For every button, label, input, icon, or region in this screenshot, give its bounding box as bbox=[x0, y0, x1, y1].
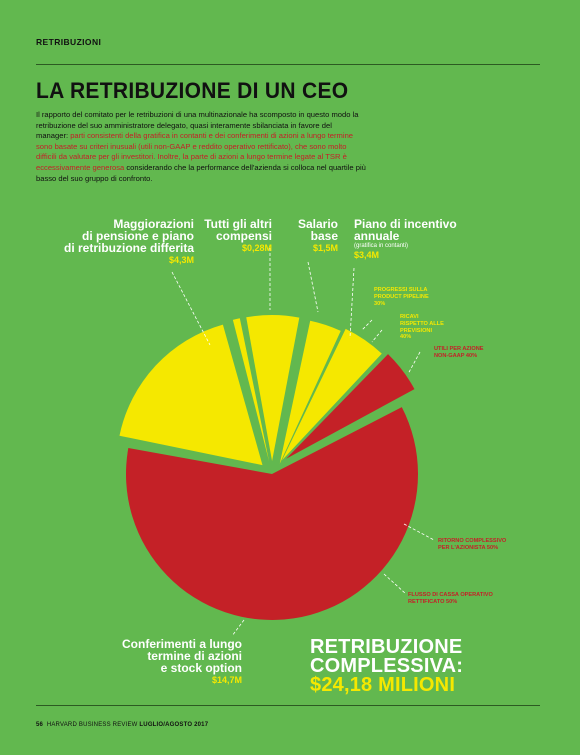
small-label-revenue-line2: RISPETTO ALLE bbox=[400, 320, 444, 327]
intro-text-red: parti consistenti della gratifica in contanti e dei conferimenti di azioni a lungo termine sono basate su criteri inusuali (utili non-GAAP e reddito operativo rettificato), che sono molto difficili da valutare per gli investitori. Inoltre, la parte di azioni a lungo termine legate al TSR è eccessivamente generosa bbox=[36, 131, 354, 172]
small-label-tsr bbox=[438, 538, 506, 552]
label-incentive-sub: (gratifica in contanti) bbox=[354, 243, 409, 249]
leader-eps bbox=[408, 352, 420, 374]
small-label-revenue-line3: PREVISIONI bbox=[400, 327, 433, 334]
leader-cashflow bbox=[384, 574, 406, 594]
label-salary-line1: Salario bbox=[297, 217, 338, 231]
footer-issue: LUGLIO/AGOSTO 2017 bbox=[139, 722, 209, 728]
label-pension bbox=[44, 218, 194, 265]
label-other-line2: compensi bbox=[215, 229, 272, 243]
label-longterm bbox=[90, 638, 242, 685]
small-label-pipeline-line1: PROGRESSI SULLA bbox=[374, 287, 428, 293]
leader-pipeline bbox=[362, 320, 372, 330]
label-pension-line3: di retribuzione differita bbox=[63, 241, 194, 255]
small-label-eps-line1: UTILI PER AZIONE bbox=[434, 346, 484, 352]
leader-salary bbox=[308, 262, 318, 312]
small-label-cashflow-line1: FLUSSO DI CASSA OPERATIVO bbox=[408, 592, 493, 598]
small-label-pipeline-line3: 30% bbox=[374, 300, 386, 307]
small-label-revenue-line4: 40% bbox=[400, 334, 412, 341]
footer-page-number: 56 bbox=[36, 722, 44, 728]
page-footer bbox=[36, 722, 208, 728]
label-other-value: $0,28M bbox=[241, 243, 272, 253]
label-longterm-value: $14,7M bbox=[211, 675, 242, 685]
label-incentive-line2: annuale bbox=[354, 229, 400, 243]
bottom-rule bbox=[36, 705, 540, 706]
label-salary-line2: base bbox=[310, 229, 338, 243]
small-label-cashflow bbox=[408, 592, 493, 606]
small-label-revenue bbox=[400, 314, 444, 341]
total-value: $24,18 MILIONI bbox=[310, 674, 456, 696]
section-label: RETRIBUZIONI bbox=[36, 37, 102, 47]
label-longterm-line3: e stock option bbox=[160, 661, 242, 675]
small-label-tsr-line2: PER L'AZIONISTA 50% bbox=[438, 544, 499, 551]
leader-longterm bbox=[232, 620, 244, 636]
label-incentive-line1: Piano di incentivo bbox=[354, 217, 457, 231]
intro-text-black: Il rapporto del comitato per le retribuzioni di una multinazionale ha scomposto in questo modo la retribuzione del suo amministratore delegato, quasi interamente sbilanciata in favore del manager: bbox=[36, 110, 359, 141]
label-longterm-line2: termine di azioni bbox=[147, 649, 242, 663]
label-pension-value: $4,3M bbox=[168, 255, 194, 265]
pie-slices bbox=[119, 315, 418, 620]
small-label-eps bbox=[434, 346, 484, 360]
small-label-pipeline bbox=[374, 287, 429, 307]
page-title: LA RETRIBUZIONE DI UN CEO bbox=[36, 79, 349, 104]
leader-revenue bbox=[372, 330, 382, 342]
label-incentive-value: $3,4M bbox=[354, 250, 380, 260]
small-label-pipeline-line2: PRODUCT PIPELINE bbox=[374, 293, 429, 300]
total-line2: COMPLESSIVA: bbox=[310, 655, 464, 677]
label-salary-value: $1,5M bbox=[312, 243, 338, 253]
label-other bbox=[190, 218, 272, 253]
small-label-revenue-line1: RICAVI bbox=[400, 314, 419, 320]
label-salary bbox=[282, 218, 338, 253]
intro-text-black-end: considerando che la performance dell'azienda si colloca nel quartile più basso del suo gruppo di confronto. bbox=[36, 162, 366, 183]
leader-tsr bbox=[404, 524, 434, 540]
label-other-line1: Tutti gli altri bbox=[204, 217, 272, 231]
small-label-eps-line2: NON-GAAP 40% bbox=[434, 352, 478, 359]
label-longterm-line1: Conferimenti a lungo bbox=[122, 637, 242, 651]
label-pension-line1: Maggiorazioni bbox=[113, 217, 194, 231]
total-compensation bbox=[310, 638, 463, 695]
small-label-tsr-line1: RITORNO COMPLESSIVO bbox=[438, 538, 507, 544]
label-incentive bbox=[354, 218, 484, 260]
footer-magazine: HARVARD BUSINESS REVIEW bbox=[46, 722, 138, 728]
leader-incentive bbox=[350, 268, 354, 338]
total-line1: RETRIBUZIONE bbox=[310, 636, 463, 658]
label-pension-line2: di pensione e piano bbox=[81, 229, 194, 243]
small-label-cashflow-line2: RETTIFICATO 50% bbox=[408, 598, 458, 605]
